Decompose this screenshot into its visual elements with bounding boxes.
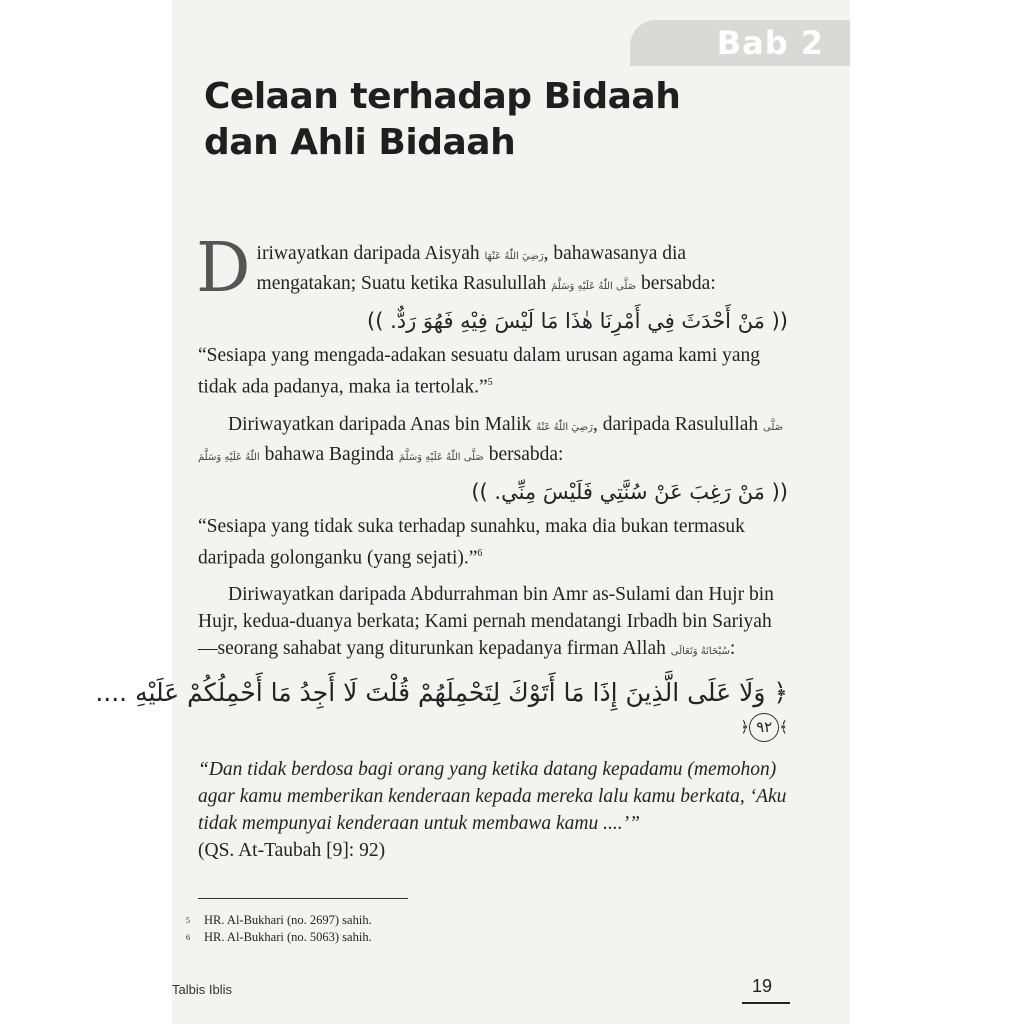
footnote-ref-6[interactable]: 6 (477, 547, 483, 559)
honorific-glyph: سُبْحَانَهُ وَتَعَالَى (670, 646, 730, 657)
translation-1-text: “Sesiapa yang mengada-adakan sesuatu dalam urusan agama kami yang tidak ada padanya, maka ia tertolak.” (198, 345, 761, 398)
quran-reference: (QS. At-Taubah [9]: 92) (198, 840, 386, 861)
hadith-arabic-2: (( مَنْ رَغِبَ عَنْ سُنَّتِي فَلَيْسَ مِنِّي. )) (471, 479, 788, 504)
honorific-glyph: صَلَّى اللّٰهُ عَلَيْهِ وَسَلَّمَ (551, 281, 637, 292)
page-number-underline (742, 1002, 790, 1004)
paragraph-2-text-c: bahawa Baginda (264, 443, 394, 465)
drop-cap: D (196, 229, 251, 308)
title-line-1: Celaan terhadap Bidaah (204, 76, 681, 117)
footnote-item (186, 929, 372, 946)
running-footer-title: Talbis Iblis (172, 982, 232, 997)
body-text (95, 229, 788, 864)
paragraph-2-text-d: bersabda: (488, 443, 564, 465)
chapter-tab-label: Bab 2 (716, 24, 824, 62)
paragraph-1-text-b: , bahawasanya dia mengatakan; Suatu ketika Rasulullah (256, 243, 687, 294)
paragraph-1 (196, 229, 788, 308)
title-line-2: dan Ahli Bidaah (204, 122, 516, 163)
chapter-tab (630, 20, 850, 66)
paragraph-1-text-c: bersabda: (641, 273, 716, 294)
honorific-glyph: رَضِيَ اللّٰهُ عَنْهُ (536, 421, 593, 433)
honorific-glyph: رَضِيَ اللّٰهُ عَنْهَا (484, 251, 544, 262)
page-number: 19 (752, 976, 773, 996)
footnote-text: HR. Al-Bukhari (no. 5063) sahih. (204, 930, 372, 944)
footnote-ref-5[interactable]: 5 (487, 377, 493, 388)
footnote-text: HR. Al-Bukhari (no. 2697) sahih. (204, 913, 372, 927)
book-page (95, 0, 850, 1024)
hadith-arabic-1: (( مَنْ أَحْدَثَ فِي أَمْرِنَا هٰذَا مَا لَيْسَ فِيْهِ فَهُوَ رَدٌّ. )) (367, 309, 788, 333)
quran-verse-arabic: ﴿ وَلَا عَلَى الَّذِينَ إِذَا مَا أَتَوْكَ لِتَحْمِلَهُمْ قُلْتَ لَا أَجِدُ مَا أَحْمِلُكُمْ عَلَيْهِ .... (95, 678, 788, 707)
honorific-glyph: صَلَّى اللّٰهُ عَلَيْهِ وَسَلَّمَ (198, 421, 784, 463)
page-title (204, 74, 724, 166)
footnote-divider (198, 898, 408, 899)
paragraph-2-text-b: , daripada Rasulullah (592, 413, 759, 435)
translation-2-text: “Sesiapa yang tidak suka terhadap sunahku, maka dia bukan termasuk daripada golonganku (yang sejati).” (198, 515, 745, 568)
footnote-number: 6 (186, 933, 190, 942)
paragraph-3-text-b: : (729, 638, 736, 659)
footnote-number: 5 (186, 916, 190, 925)
paragraph-3 (198, 581, 788, 665)
honorific-glyph: صَلَّى اللّٰهُ عَلَيْهِ وَسَلَّمَ (398, 451, 484, 463)
ayah-number: ٩٢ (749, 713, 779, 742)
paragraph-2 (198, 411, 788, 471)
paragraph-3-text-a: Diriwayatkan daripada Abdurrahman bin Amr as-Sulami dan Hujr bin Hujr, kedua-duanya berkata; Kami pernah mendatangi Irbadh bin Sariyah —seorang sahabat yang diturunkan kepadanya firman Allah (198, 584, 774, 659)
translation-2 (198, 513, 788, 572)
translation-1 (198, 342, 788, 401)
quran-translation: “Dan tidak berdosa bagi orang yang ketika datang kepadamu (memohon) agar kamu memberikan kenderaan kepada mereka lalu kamu berkata, ‘Aku tidak mempunyai kenderaan untuk membawa kamu ....’” (198, 759, 787, 834)
footnote-item (186, 912, 372, 929)
paragraph-1-text-a: iriwayatkan daripada Aisyah (256, 243, 480, 264)
ayah-number-marker: ﴾٩٢﴿ (198, 713, 788, 742)
paragraph-2-text-a: Diriwayatkan daripada Anas bin Malik (228, 413, 532, 435)
footnotes (186, 912, 372, 946)
